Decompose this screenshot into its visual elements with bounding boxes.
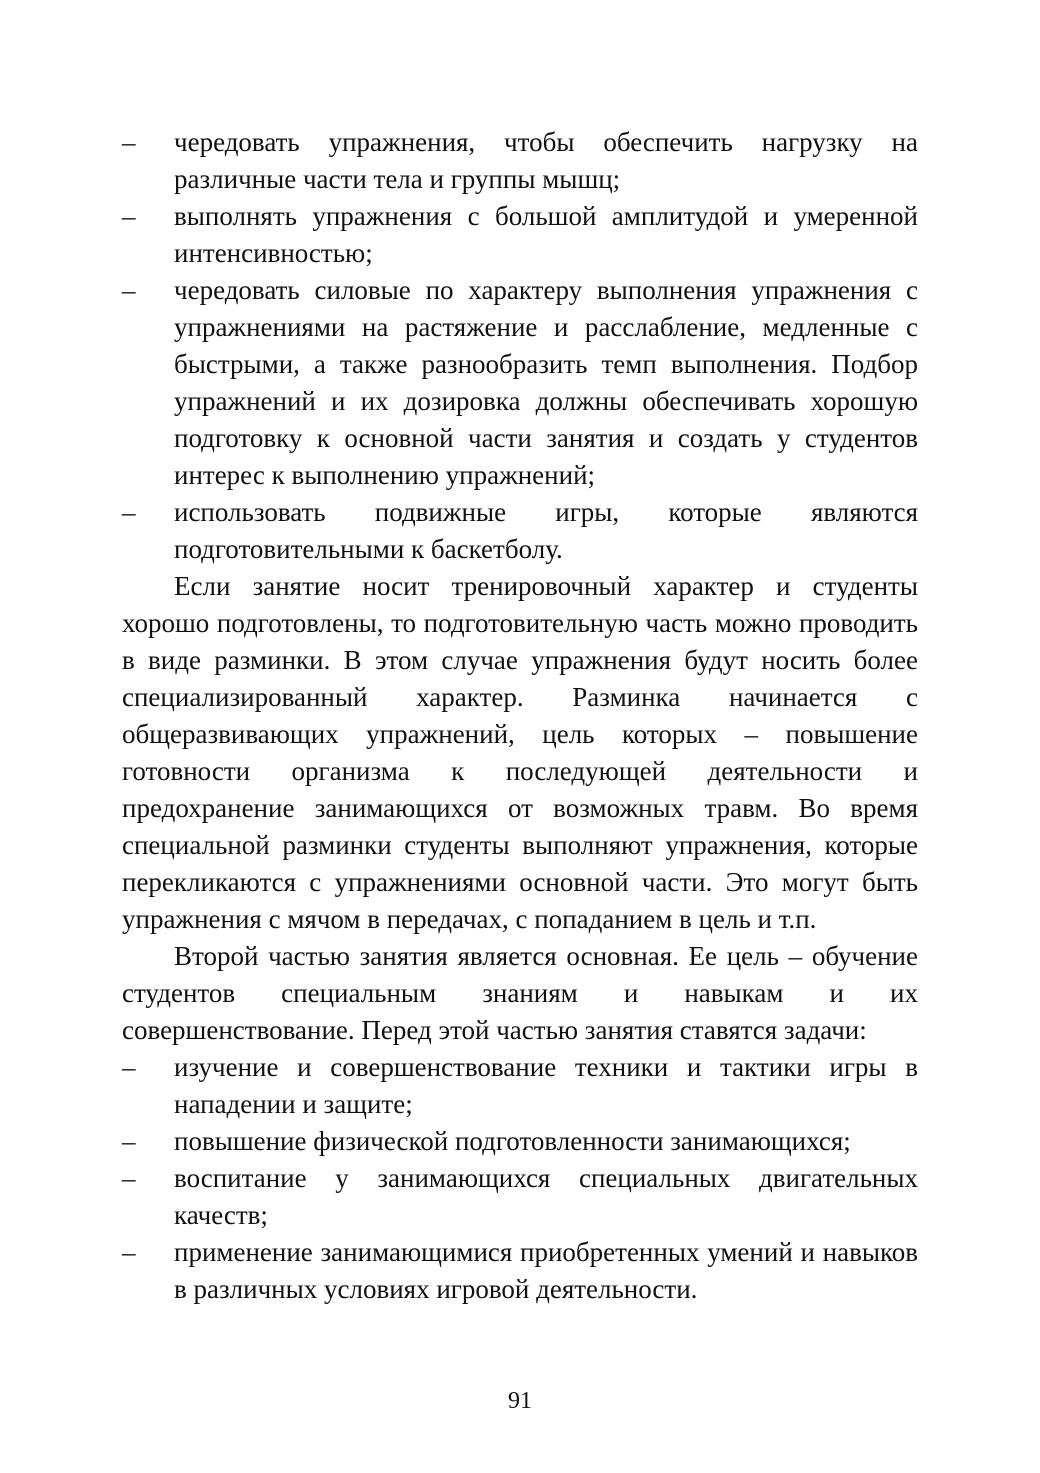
list-item <box>122 198 918 272</box>
dash-marker: – <box>122 127 136 157</box>
dash-marker: – <box>122 201 136 231</box>
list-item-text: применение занимающимися приобретенных умений и навыков в различных условиях игровой деятельности. <box>174 1237 918 1304</box>
list-item-text: воспитание у занимающихся специальных двигательных качеств; <box>174 1163 918 1230</box>
list-item <box>122 1160 918 1234</box>
list-item <box>122 124 918 198</box>
dash-marker: – <box>122 1163 136 1193</box>
list-item-text: чередовать упражнения, чтобы обеспечить нагрузку на различные части тела и группы мышц; <box>174 127 918 194</box>
page-body <box>122 124 918 1308</box>
dash-marker: – <box>122 1052 136 1082</box>
list-item <box>122 272 918 494</box>
dash-marker: – <box>122 275 136 305</box>
paragraph-main-part: Второй частью занятия является основная. Ее цель – обучение студентов специальным знаниям и навыкам и их совершенствование. Перед этой частью занятия ставятся задачи: <box>122 941 918 1045</box>
bullet-list-warmup <box>122 124 918 568</box>
list-item <box>122 1234 918 1308</box>
list-item <box>122 494 918 568</box>
list-item-text: выполнять упражнения с большой амплитудой и умеренной интенсивностью; <box>174 201 918 268</box>
list-item-text: изучение и совершенствование техники и тактики игры в нападении и защите; <box>174 1052 918 1119</box>
dash-marker: – <box>122 1126 136 1156</box>
bullet-list-main-tasks <box>122 1049 918 1308</box>
list-item <box>122 1049 918 1123</box>
list-item <box>122 1123 918 1160</box>
page-number: 91 <box>508 1388 532 1414</box>
dash-marker: – <box>122 497 136 527</box>
paragraph-warmup: Если занятие носит тренировочный характер и студенты хорошо подготовлены, то подготовительную часть можно проводить в виде разминки. В этом случае упражнения будут носить более специализированный характер. Разминка начинается с общеразвивающих упражнений, цель которых – повышение готовности организма к последующей деятельности и предохранение занимающихся от возможных травм. Во время специальной разминки студенты выполняют упражнения, которые перекликаются с упражнениями основной части. Это могут быть упражнения с мячом в передачах, с попаданием в цель и т.п. <box>122 571 918 934</box>
dash-marker: – <box>122 1237 136 1267</box>
list-item-text: повышение физической подготовленности занимающихся; <box>174 1126 851 1156</box>
list-item-text: чередовать силовые по характеру выполнения упражнения с упражнениями на растяжение и расслабление, медленные с быстрыми, а также разнообразить темп выполнения. Подбор упражнений и их дозировка должны обеспечивать хорошую подготовку к основной части занятия и создать у студентов интерес к выполнению упражнений; <box>174 275 918 490</box>
list-item-text: использовать подвижные игры, которые являются подготовительными к баскетболу. <box>174 497 918 564</box>
